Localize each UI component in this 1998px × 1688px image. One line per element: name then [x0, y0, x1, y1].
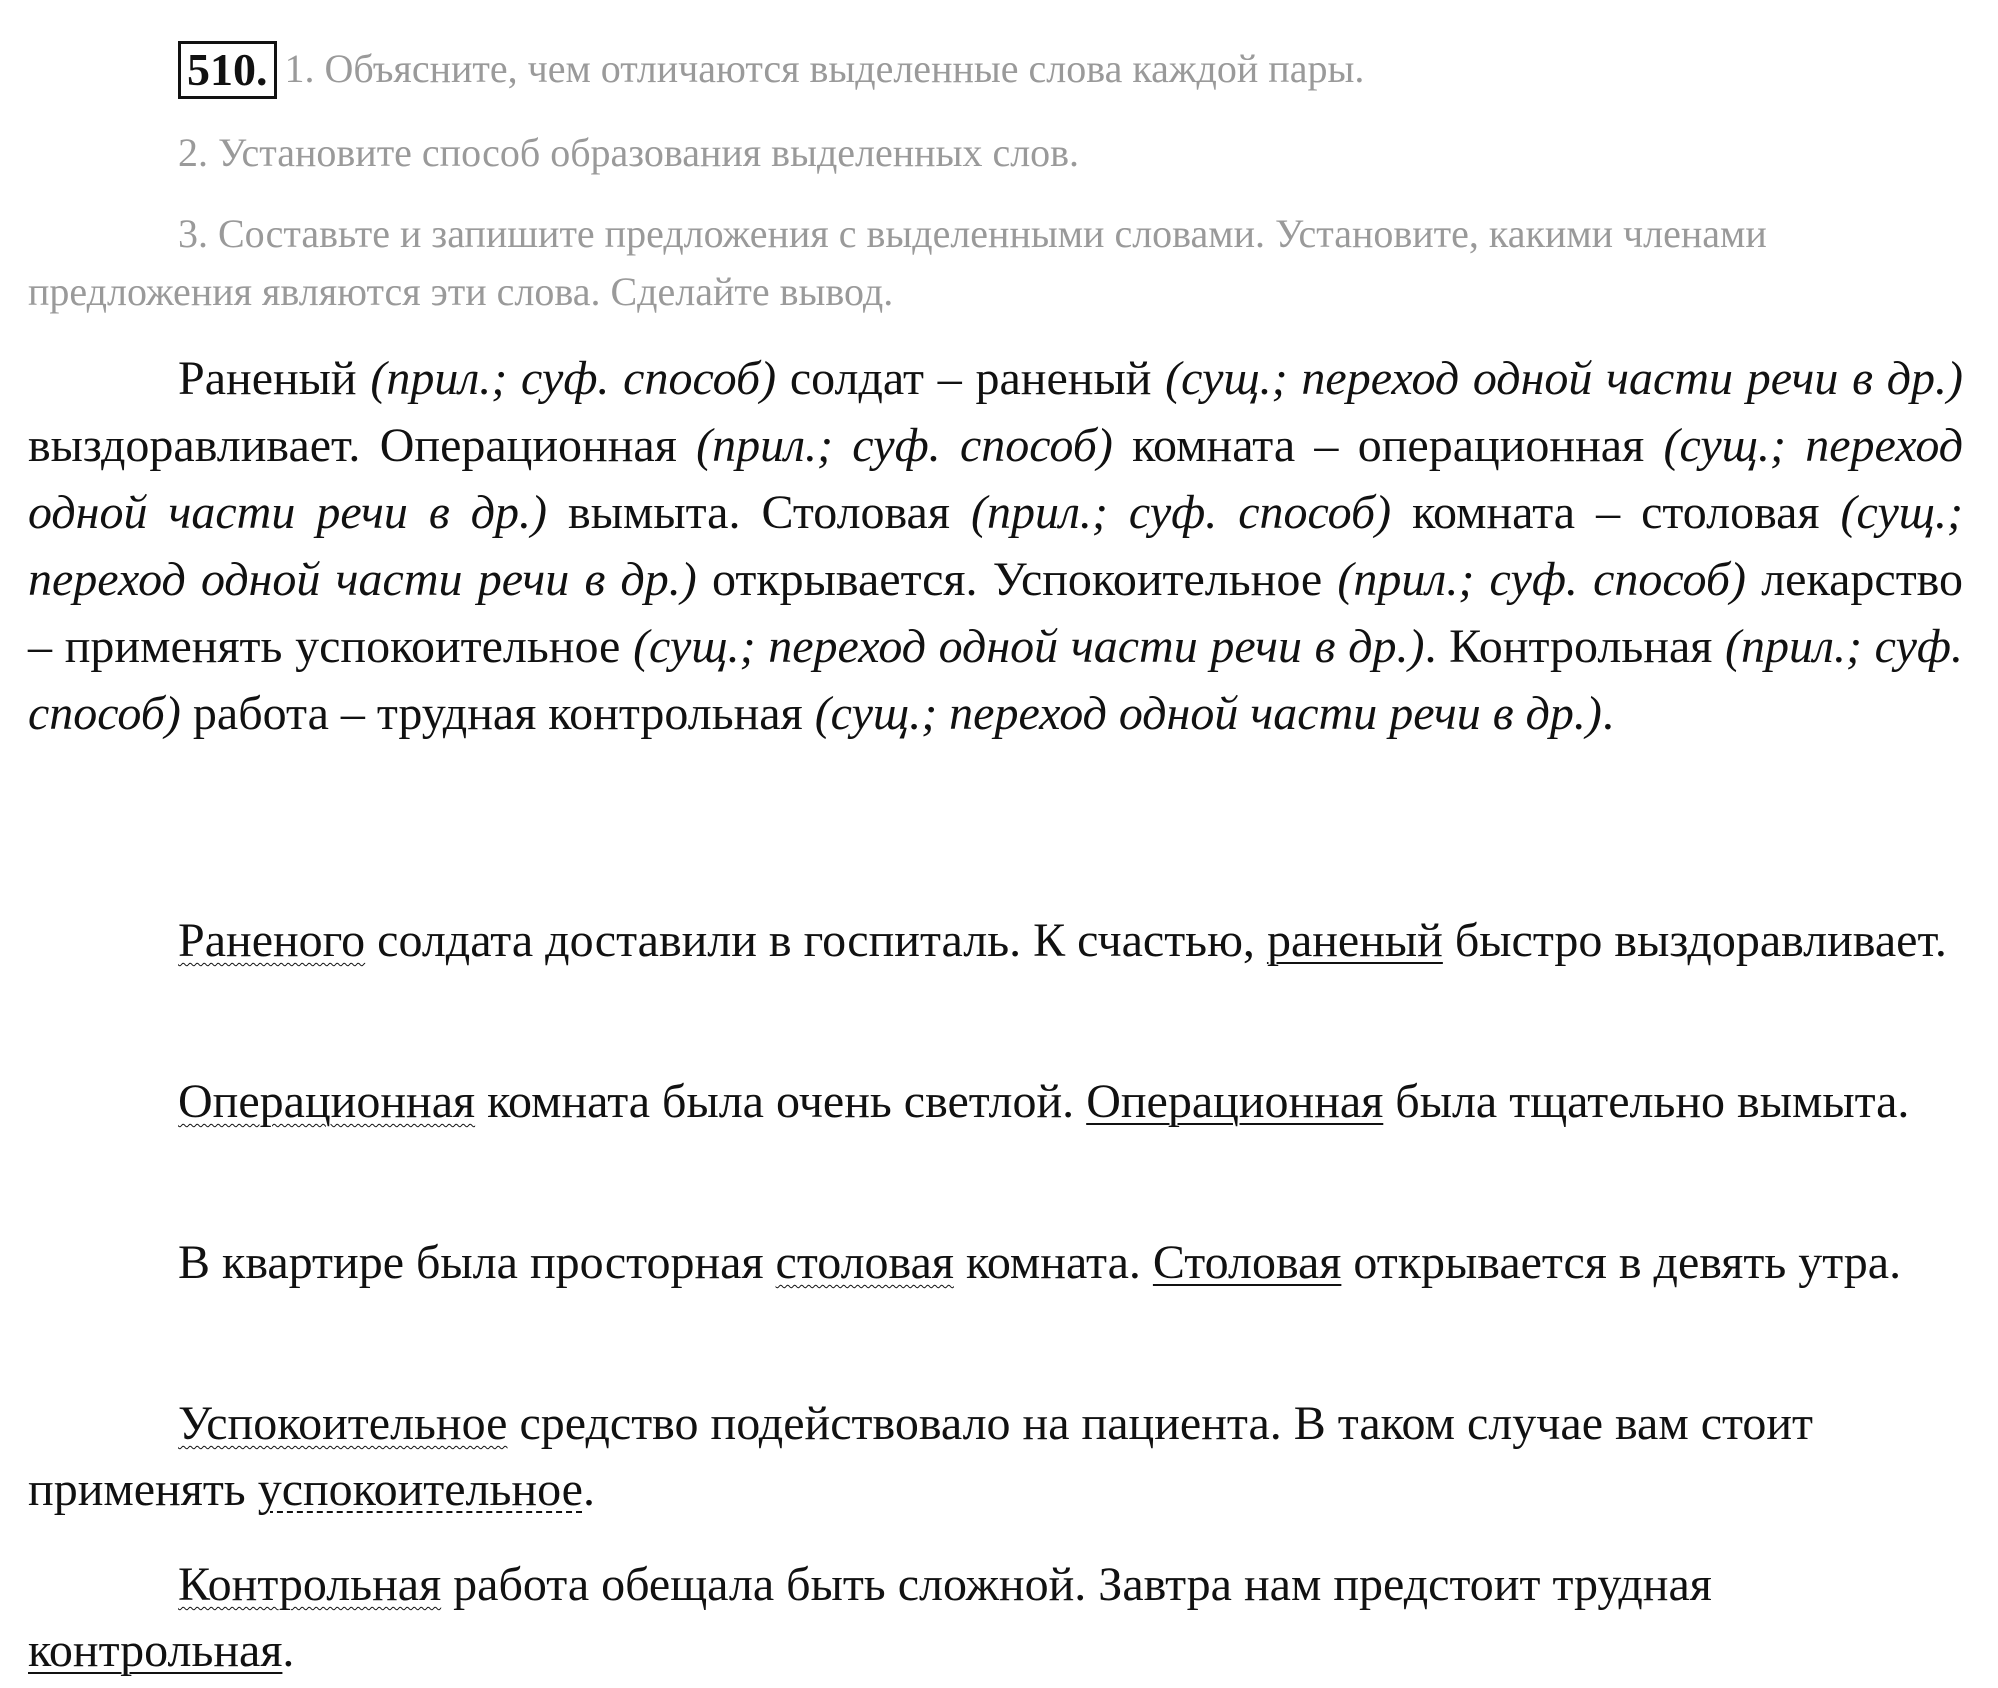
- annotation: (сущ.; переход одной части речи в др.): [633, 620, 1425, 673]
- definition-word: столовая: [775, 1236, 954, 1289]
- text-segment: комната.: [953, 1236, 1153, 1289]
- annotation: (сущ.; переход одной части речи в др.): [1165, 352, 1963, 405]
- text-segment: комната – операционная: [1112, 419, 1664, 472]
- text-segment: .: [1601, 687, 1614, 740]
- annotation: (прил.; суф. способ): [696, 419, 1113, 472]
- analysis-paragraph: [28, 345, 1963, 747]
- task-line-3: 3. Составьте и запишите предложения с выделенными словами. Установите, какими членами предложения являются эти слова. Сделайте вывод.: [28, 211, 1767, 314]
- definition-word: Операционная: [178, 1075, 476, 1128]
- definition-word: Контрольная: [178, 1558, 442, 1611]
- text-segment: быстро выздоравливает.: [1442, 914, 1947, 967]
- text-segment: комната – столовая: [1391, 486, 1841, 539]
- example-sentence-5: [28, 1552, 1963, 1684]
- annotation: (прил.; суф. способ): [970, 486, 1392, 539]
- text-segment: вымыта. Столовая: [547, 486, 971, 539]
- subject-word: Операционная: [1086, 1075, 1384, 1128]
- example-sentence-4: [28, 1391, 1963, 1523]
- text-segment: выздоравливает. Операционная: [28, 419, 697, 472]
- text-segment: комната была очень светлой.: [475, 1075, 1087, 1128]
- annotation: (сущ.; переход одной части речи в др.): [28, 486, 1964, 606]
- text-segment: средство подействовало на пациента. В таком случае вам стоит применять: [28, 1397, 1814, 1516]
- subject-word: Столовая: [1152, 1236, 1342, 1289]
- annotation: (прил.; суф. способ): [1337, 553, 1747, 606]
- text-segment: . Контрольная: [1424, 620, 1726, 673]
- annotation: (сущ.; переход одной части речи в др.): [814, 687, 1602, 740]
- text-segment: .: [282, 1624, 295, 1677]
- text-segment: была тщательно вымыта.: [1383, 1075, 1910, 1128]
- example-sentence-1: [28, 908, 1963, 974]
- example-sentence-3: [28, 1230, 1963, 1296]
- object-word: успокоительное: [257, 1463, 583, 1516]
- task-line-2: 2. Установите способ образования выделенных слов.: [178, 130, 1080, 175]
- annotation: (прил.; суф. способ): [28, 620, 1964, 740]
- annotation: (прил.; суф. способ): [370, 352, 777, 405]
- example-sentence-2: [28, 1069, 1963, 1135]
- text-segment: открывается. Успокоительное: [696, 553, 1338, 606]
- text-segment: лекарство – применять успокоительное: [28, 553, 1964, 673]
- subject-word: контрольная: [28, 1624, 283, 1677]
- annotation: (сущ.; переход одной части речи в др.): [28, 419, 1963, 539]
- text-segment: .: [582, 1463, 595, 1516]
- text-segment: солдата доставили в госпиталь. К счастью,: [365, 914, 1267, 967]
- text-segment: солдат – раненый: [776, 352, 1166, 405]
- task-text-1: 1. Объясните, чем отличаются выделенные слова каждой пары.: [284, 46, 1365, 91]
- subject-word: раненый: [1266, 914, 1443, 967]
- text-segment: работа обещала быть сложной. Завтра нам предстоит трудная: [441, 1558, 1712, 1611]
- definition-word: Раненого: [178, 914, 366, 967]
- exercise-number: 510.: [178, 41, 277, 99]
- text-segment: работа – трудная контрольная: [180, 687, 815, 740]
- definition-word: Успокоительное: [178, 1397, 508, 1450]
- task-line-1: [178, 40, 1364, 102]
- text-segment: Раненый: [178, 352, 371, 405]
- text-segment: открывается в девять утра.: [1341, 1236, 1902, 1289]
- text-segment: В квартире была просторная: [178, 1236, 776, 1289]
